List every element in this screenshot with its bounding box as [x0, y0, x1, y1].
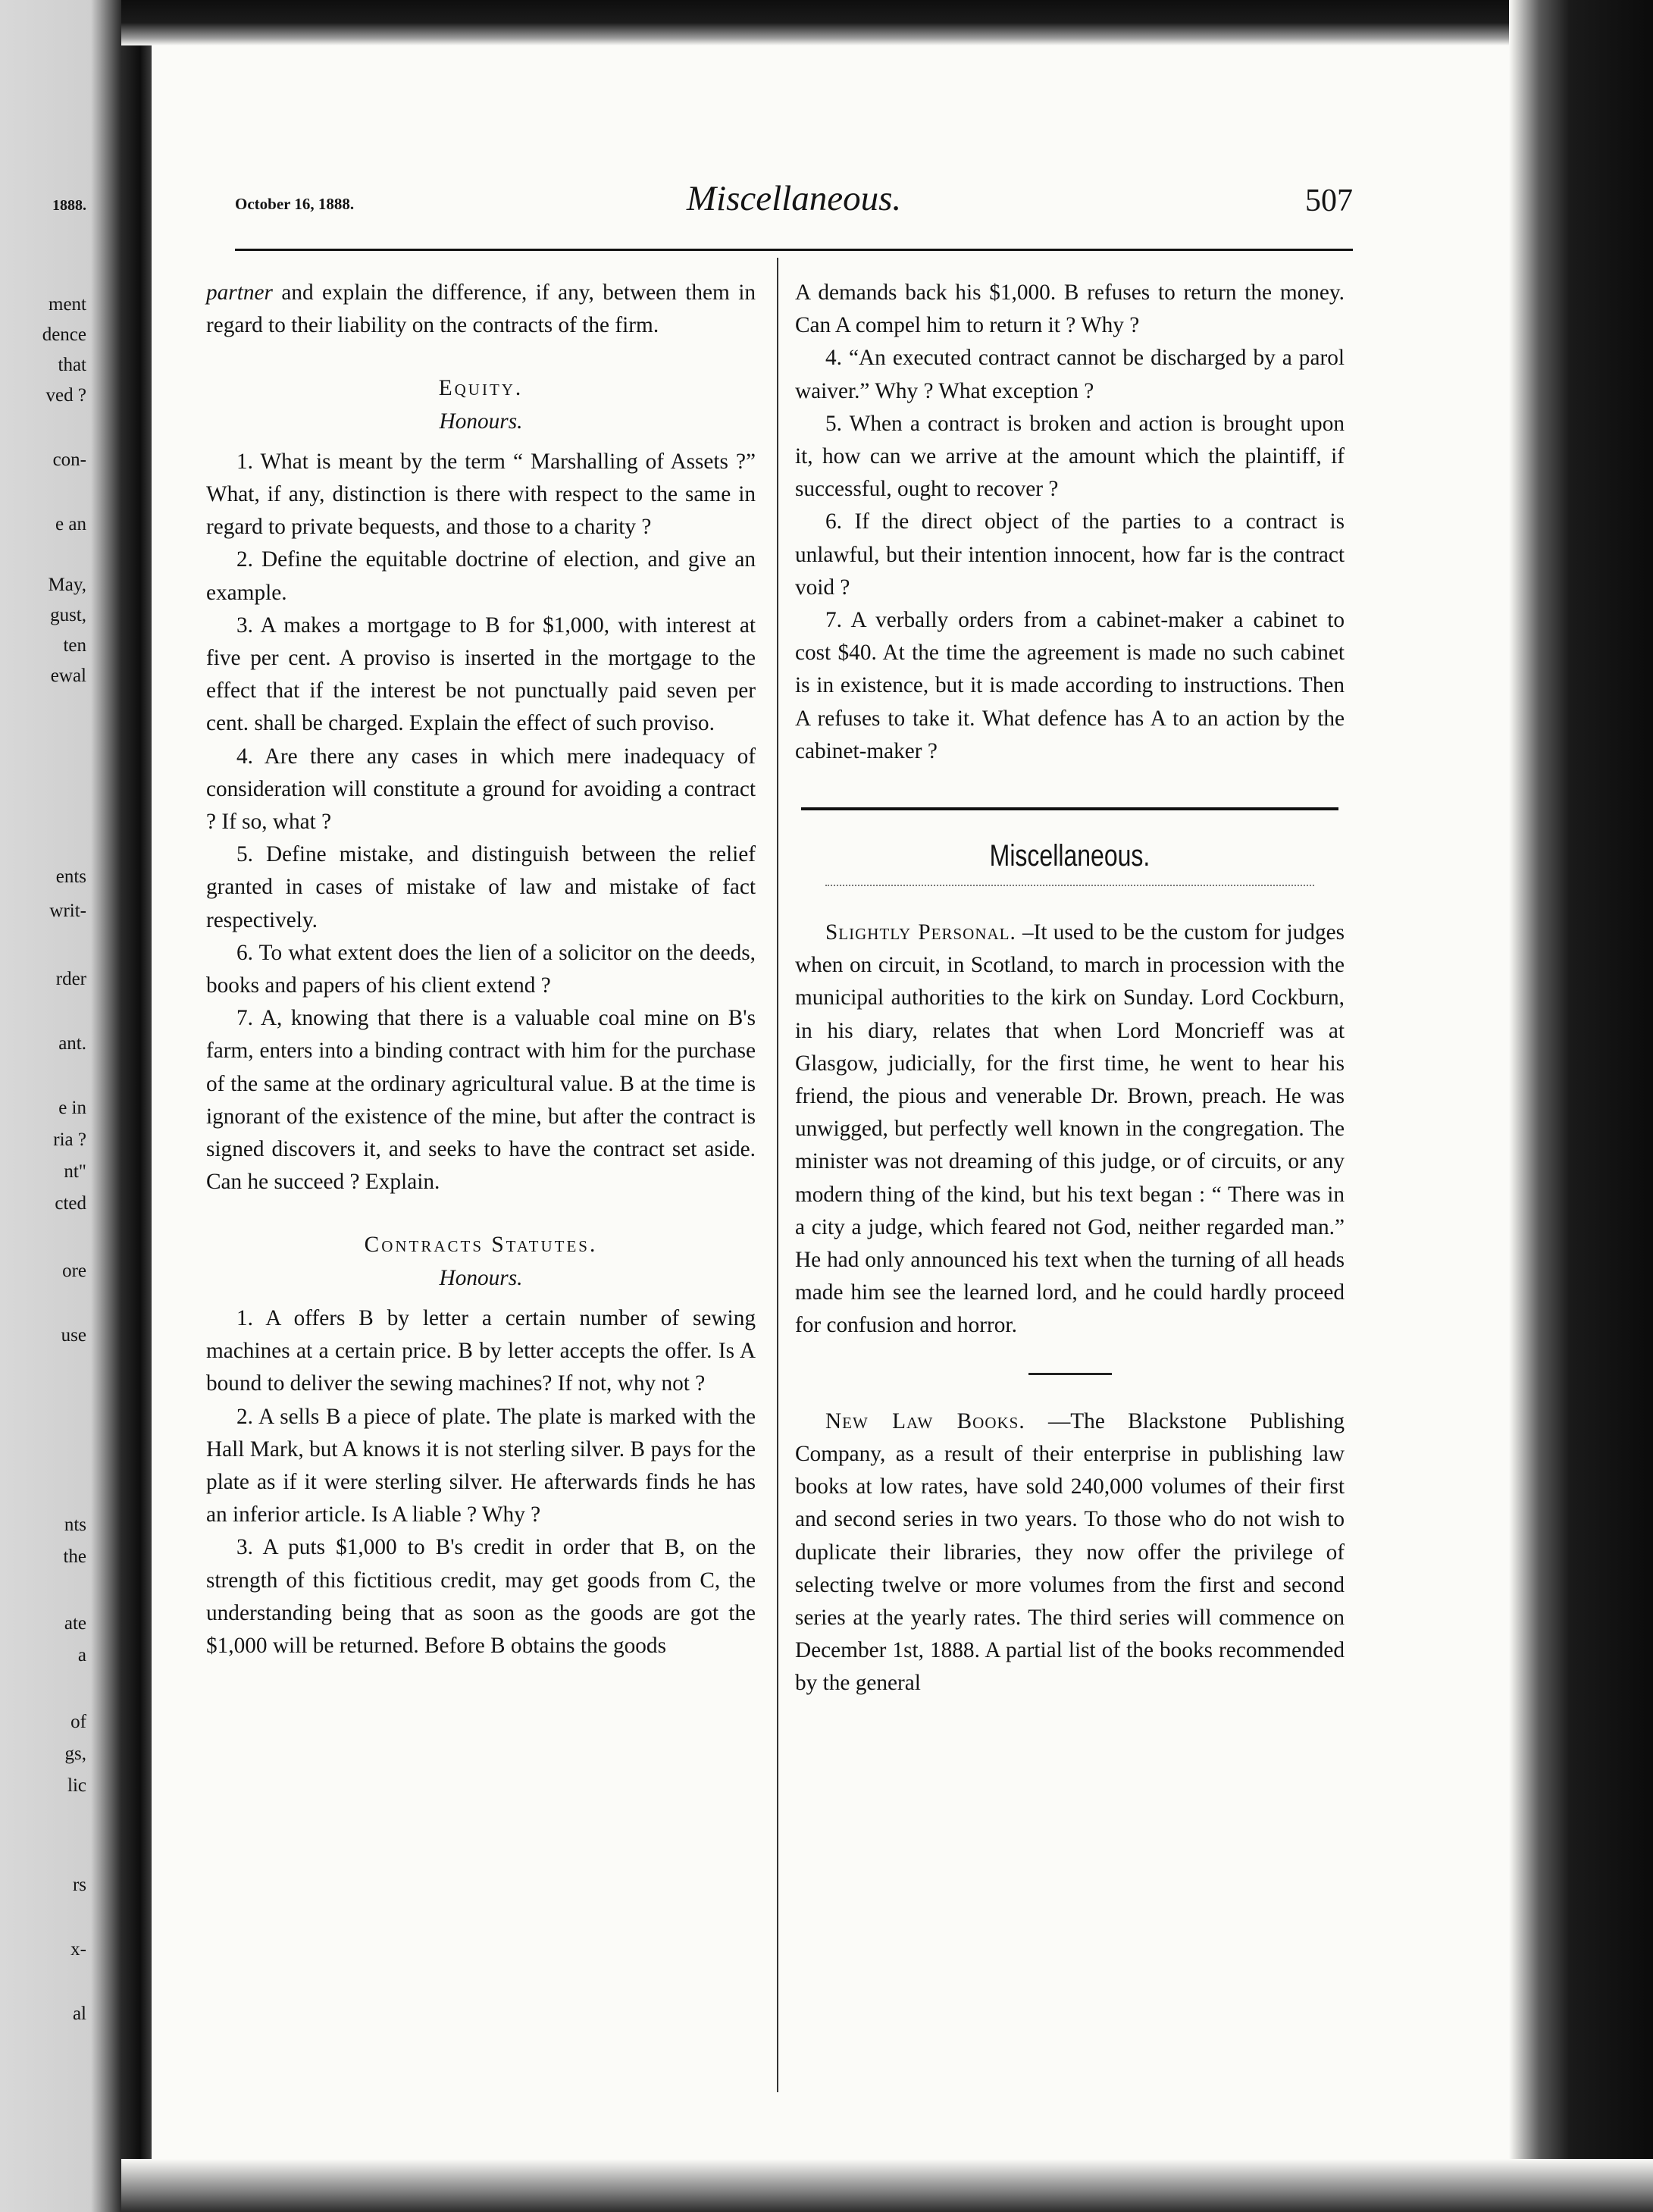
- scan-edge-top: [121, 0, 1653, 45]
- contracts-question: 2. A sells B a piece of plate. The plate is marked with the Hall Mark, but A knows it is not sterling silver. B pays for the plate as if it were sterling silver. He afterwards finds he has an inferior article. Is A liable ? Why ?: [206, 1404, 756, 1527]
- previous-page-fragment: dence: [42, 324, 86, 345]
- previous-page-fragment: May,: [48, 575, 86, 595]
- previous-page-fragment: use: [61, 1325, 86, 1346]
- previous-page-fragment: ria ?: [53, 1129, 86, 1150]
- contracts-question: 3. A puts $1,000 to B's credit in order that B, on the strength of this fictitious credit, may get goods from C, the understanding being that as soon as the goods are got the $1,000 will be returned. Before B obtains the goods: [206, 1535, 756, 1658]
- previous-page-fragment: ant.: [58, 1033, 86, 1054]
- previous-page-fragment: ewal: [50, 666, 86, 686]
- equity-question: 4. Are there any cases in which mere inadequacy of consideration will constitute a ground for avoiding a contract ? If so, what ?: [206, 744, 756, 835]
- header-date: October 16, 1888.: [235, 195, 355, 213]
- header-rule: [235, 249, 1353, 251]
- previous-page-fragment: gust,: [50, 605, 86, 625]
- previous-page-fragment: the: [63, 1546, 86, 1567]
- equity-question: 3. A makes a mortgage to B for $1,000, with interest at five per cent. A proviso is inserted in the mortgage to the effect that if the interest be not punctually paid seven per cent. shall be charged. Explain the effect of such proviso.: [206, 613, 756, 736]
- equity-heading: Equity.: [438, 376, 524, 401]
- continuation-paragraph: A demands back his $1,000. B refuses to return the money. Can A compel him to return it ? Why ?: [795, 280, 1345, 338]
- previous-page-fragment: e in: [58, 1098, 86, 1118]
- previous-page-fragment: a: [77, 1645, 86, 1665]
- intro-paragraph: [206, 277, 756, 342]
- article-text: –It used to be the custom for judges when on circuit, in Scotland, to march in procession with the municipal authorities to the kirk on Sunday. Lord Cockburn, in his diary, relates that when Lord Moncrieff was at Glasgow, judicially, for the first time, he went to hear his friend, the pious and venerable Dr. Brown, preach. He was unwigged, but perfectly well known in the congregation. The minister was not dreaming of this judge, or of circuits, or any modern thing of the kind, but his text began : “ There was in a city a judge, which feared not God, neither regarded man.” He had only announced his text when the turning of all heads made him see the learned lord, and he could hardly proceed for confusion and horror.: [795, 920, 1345, 1338]
- previous-page-fragment: al: [72, 2004, 86, 2024]
- contracts-heading: Contracts Statutes.: [364, 1233, 598, 1258]
- previous-page-fragment: x-: [70, 1939, 86, 1960]
- previous-page-fragment: nts: [64, 1515, 86, 1535]
- previous-page-fragment: ved ?: [45, 385, 86, 406]
- previous-page-fragment: gs,: [64, 1744, 86, 1764]
- left-column: [206, 277, 756, 1662]
- contracts-question: 5. When a contract is broken and action is brought upon it, how can we arrive at the amount which the plaintiff, if successful, ought to recover ?: [795, 411, 1345, 502]
- previous-page-fragment: ment: [49, 294, 86, 315]
- contracts-question: 7. A verbally orders from a cabinet-maker a cabinet to cost $40. At the time the agreement is made no such cabinet is in existence, but it is made according to instructions. Then A refuses to take it. What defence has A to an action by the cabinet-maker ?: [795, 608, 1345, 763]
- equity-question: 2. Define the equitable doctrine of election, and give an example.: [206, 547, 756, 605]
- previous-page-fragment: cted: [55, 1193, 86, 1214]
- equity-question: 6. To what extent does the lien of a solicitor on the deeds, books and papers of his client extend ?: [206, 940, 756, 998]
- intro-text: and explain the difference, if any, between them in regard to their liability on the contracts of the firm.: [206, 280, 756, 338]
- section-title: Miscellaneous.: [989, 839, 1151, 873]
- scan-edge-bottom: [121, 2159, 1653, 2212]
- previous-page-fragment: nt": [64, 1161, 86, 1182]
- previous-page-fragment: ore: [62, 1261, 86, 1281]
- previous-page-fragment: rs: [72, 1875, 86, 1895]
- header-title: Miscellaneous.: [686, 179, 902, 218]
- contracts-question: 4. “An executed contract cannot be discharged by a parol waiver.” Why ? What exception ?: [795, 346, 1345, 403]
- contracts-question: 1. A offers B by letter a certain number of sewing machines at a certain price. B by letter accepts the offer. Is A bound to deliver the sewing machines? If not, why not ?: [206, 1305, 756, 1396]
- page-number: 507: [1305, 183, 1353, 218]
- previous-page-fragment: lic: [67, 1775, 86, 1796]
- previous-page-fragment: writ-: [49, 901, 86, 921]
- previous-page-fragment: e an: [55, 514, 86, 534]
- equity-subheading: Honours.: [439, 409, 523, 434]
- section-dotted-rule: [825, 885, 1314, 886]
- previous-page-fragments: [0, 190, 91, 2085]
- previous-page-fragment: of: [70, 1712, 86, 1732]
- page-header: [235, 178, 1353, 246]
- article-separator: [1028, 1373, 1112, 1375]
- article-slightly-personal: [795, 916, 1345, 1343]
- right-column: [795, 277, 1345, 1700]
- contracts-subheading: Honours.: [439, 1265, 523, 1290]
- article-lead: Slightly Personal.: [825, 920, 1016, 945]
- article-text: —The Blackstone Publishing Company, as a result of their enterprise in publishing law books at low rates, have sold 240,000 volumes of their first and second series in two years. To those who do not wish to duplicate their libraries, they now offer the privilege of selecting twelve or more volumes from the first and second series at the yearly rates. The third series will commence on December 1st, 1888. A partial list of the books recommended by the general: [795, 1408, 1345, 1696]
- equity-question: 1. What is meant by the term “ Marshalling of Assets ?” What, if any, distinction is there with respect to the same in regard to private bequests, and those to a charity ?: [206, 449, 756, 540]
- section-rule: [801, 807, 1338, 810]
- article-lead: New Law Books.: [825, 1408, 1025, 1433]
- previous-page-fragment: con-: [52, 450, 86, 470]
- scan-edge-right: [1509, 0, 1653, 2212]
- previous-page-fragment: ate: [64, 1613, 86, 1634]
- equity-question: 5. Define mistake, and distinguish between the relief granted in cases of mistake of law and mistake of fact respectively.: [206, 842, 756, 932]
- previous-page-fragment: ents: [55, 866, 86, 887]
- intro-italic-word: partner: [206, 280, 273, 305]
- previous-page-fragment: 1888.: [52, 197, 86, 214]
- previous-page-fragment: rder: [55, 969, 86, 989]
- equity-question: 7. A, knowing that there is a valuable coal mine on B's farm, enters into a binding contract with him for the purchase of the same at the ordinary agricultural value. B at the time is ignorant of the existence of the mine, but after the contract is signed discovers it, and seeks to have the contract set aside. Can he succeed ? Explain.: [206, 1006, 756, 1195]
- article-new-law-books: [795, 1405, 1345, 1700]
- previous-page-fragment: ten: [63, 635, 86, 656]
- contracts-question: 6. If the direct object of the parties to a contract is unlawful, but their intention innocent, how far is the contract void ?: [795, 509, 1345, 600]
- previous-page-fragment: that: [58, 355, 86, 375]
- column-divider: [777, 258, 778, 2092]
